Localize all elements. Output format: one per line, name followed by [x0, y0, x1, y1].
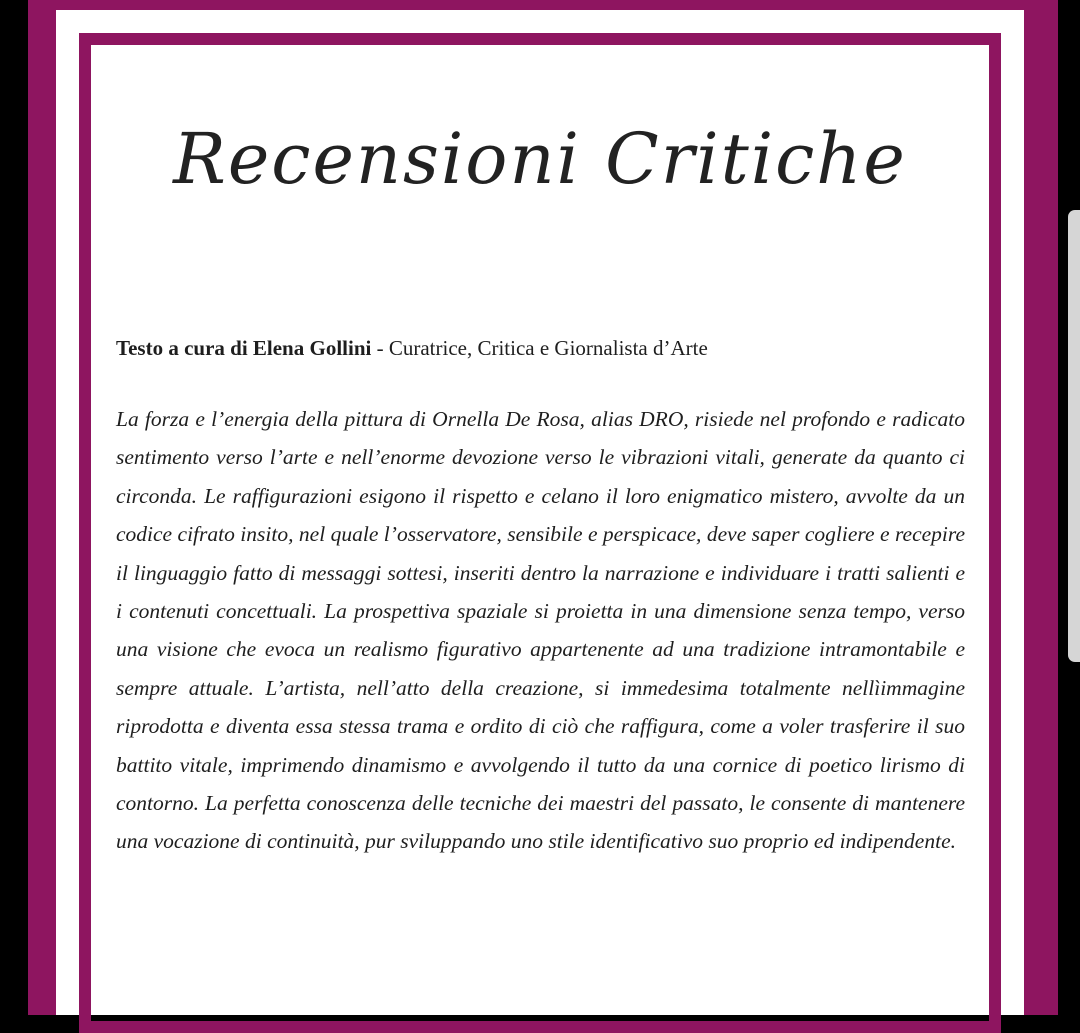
byline-author: Testo a cura di Elena Gollini: [116, 336, 372, 360]
review-body: La forza e l’energia della pittura di Ornella De Rosa, alias DRO, risiede nel profondo e radicato sentimento verso l’arte e nell’enorme devozione verso le vibrazioni vitali, generate da quanto ci circonda. Le raffigurazioni esigono il rispetto e celano il loro enigmatico mistero, avvolte da un codice cifrato insito, nel quale l’osservatore, sensibile e perspicace, deve saper cogliere e recepire il linguaggio fatto di messaggi sottesi, inseriti dentro la narrazione e individuare i tratti salienti e i contenuti concettuali. La prospettiva spaziale si proietta in una dimensione senza tempo, verso una visione che evoca un realismo figurativo appartenente ad una tradizione intramontabile e sempre attuale. L’artista, nell’atto della creazione, si immedesima totalmente nellìimmagine riprodotta e diventa essa stessa trama e ordito di ciò che raffigura, come a voler trasferire il suo battito vitale, imprimendo dinamismo e avvolgendo il tutto da una cornice di poetico lirismo di contorno. La perfetta conoscenza delle tecniche dei maestri del passato, le consente di mantenere una vocazione di continuità, pur sviluppando uno stile identificativo suo proprio ed indipendente.: [116, 407, 965, 854]
byline-role: - Curatrice, Critica e Giornalista d’Arte: [371, 336, 708, 360]
page-title: Recensioni Critiche: [173, 118, 907, 200]
byline: [116, 336, 976, 361]
scrollbar[interactable]: [1068, 210, 1080, 662]
